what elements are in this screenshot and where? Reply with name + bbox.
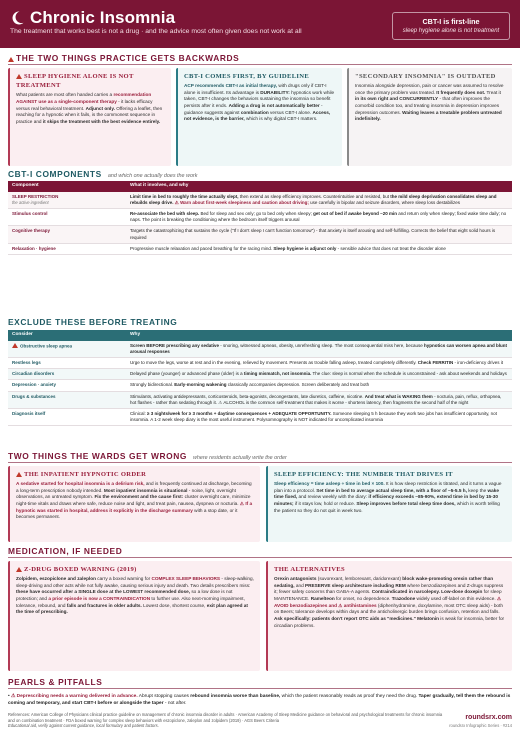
moon-icon xyxy=(9,10,25,26)
section-divider xyxy=(8,688,512,689)
brand-series: roundsrx Infographic Series · #214 xyxy=(449,722,512,728)
card-body: Sleep efficiency = time asleep ÷ time in bed × 100. It is how sleep restriction is titrated, and it turns a vague plan into a protocol. Set time in bed to average actual sleep time, with a floor of ~5-5.5 h, keep the wake time fixed, and review weekly with the diary: if efficiency exceeds ~85-90%, extend time in bed by 15-30 minutes; if it stays low, hold or reduce. Sleep improves before total sleep time does, which is worth telling the patient so they do not quit in week two. xyxy=(274,481,502,513)
header-banner xyxy=(0,0,520,48)
exclude-table xyxy=(8,330,512,426)
card-title: SLEEP EFFICIENCY: THE NUMBER THAT DRIVES IT xyxy=(274,471,453,478)
card-body: A sedative started for hospital insomnia is a delirium risk, and is frequently continued at discharge, becoming a long-term prescription nobody intended. Most inpatient insomnia is situational - noise, light, overnight observations, an untreated symptom. Fix the environment and the cause first: cluster overnight care, minimize night-time vitals and draws where safe, reduce noise and light, and treat pain, nausea, dyspnea or nocturia. ⚠ If a hypnotic was started in hospital, address it explicitly in the discharge summary with a stop date, or it becomes permanent. xyxy=(16,481,253,520)
page-subtitle: The treatment that works best is not a drug · and the advice most often given does not work at all xyxy=(10,28,302,35)
card-title: THE ALTERNATIVES xyxy=(274,566,345,573)
disclaimer-text: Educational aid, verify against current guidance, local formulary and patient factors. xyxy=(8,723,159,729)
pearl-item: • ⚠ Deprescribing needs a warning delivered in advance. Abrupt stopping causes rebound insomnia worse than baseline, which the patient reasonably reads as proof they need the drug. Taper gradually, tell them the rebound is coming and temporary, and start CBT-I before or alongside the taper - not after. xyxy=(8,694,511,706)
table-row: Drugs & substances Stimulants, activating antidepressants, corticosteroids, beta-agonists, decongestants, late diuretics, caffeine, nicotine. And treat what is WAKING them - nocturia, pain, reflux, orthopnea, hot flashes - rather than sedating through it. ⚠ ALCOHOL is the common self-treatment that makes it worse - shortens latency, then fragments the second half of the night xyxy=(8,391,512,408)
card-title: Z-DRUG BOXED WARNING (2019) xyxy=(16,565,254,574)
components-table xyxy=(8,181,512,255)
table-header-row: Consider Why xyxy=(8,330,512,341)
warning-icon xyxy=(16,74,22,79)
page-title: Chronic Insomnia xyxy=(30,8,176,27)
section-title-components: CBT-I COMPONENTS and which one actually does the work xyxy=(8,169,198,179)
references-text: References: American College of Physicians clinical practice guideline on management of chronic insomnia disorder in adults · American Academy of Sleep Medicine guidance on behavioral and psychological treatments for chronic insomnia and on combination treatment · FDA boxed warning for complex sleep behaviors with eszopiclone, zaleplon and zolpidem (2019) · AGS Beers Criteria xyxy=(8,712,443,723)
table-row: SLEEP RESTRICTION the active ingredient Limit time in bed to roughly the time actually slept, then extend as sleep efficiency improves. Counterintuitive and resisted, but the mild sleep deprivation consolidates sleep and rebuilds sleep drive. ⚠ Warn about first-week sleepiness and caution about driving; use carefully in bipolar and seizure disorders, where sleep loss destabilizes xyxy=(8,192,512,209)
table-row: Depression · anxiety Strongly bidirectional. Early-morning wakening classically accompanies depression. Screen deliberately and treat both xyxy=(8,380,512,391)
key-message-sub: sleep hygiene alone is not treatment xyxy=(402,27,500,34)
section-title-wards: TWO THINGS THE WARDS GET WRONG where residents actually write the order xyxy=(8,451,287,461)
card-body: Insomnia alongside depression, pain or cancer was assumed to resolve once the primary problem was treated. It frequently does not. Treat it in its own right and CONCURRENTLY - that often improves the comorbid condition too, and treating insomnia in depression improves depression outcomes. Waiting leaves a treatable problem untreated indefinitely. xyxy=(355,83,504,122)
card-title: "SECONDARY INSOMNIA" IS OUTDATED xyxy=(355,73,496,80)
brand-domain[interactable]: roundsrx.com xyxy=(465,714,512,721)
card-title: CBT-I COMES FIRST, BY GUIDELINE xyxy=(184,73,310,80)
section-divider xyxy=(8,462,512,463)
table-row: Circadian disorders Delayed phase (younger) or advanced phase (older) is a timing mismatch, not insomnia. The clue: sleep is normal when the schedule is unconstrained - ask about weekends and holidays xyxy=(8,369,512,380)
card-title: SLEEP HYGIENE ALONE IS NOT TREATMENT xyxy=(16,73,134,90)
key-message-title: CBT-I is first-line xyxy=(422,17,480,26)
card-cbti-first xyxy=(176,68,342,166)
card-zdrug-warning xyxy=(8,561,260,671)
table-row: Cognitive therapy Targets the catastrophizing that sustains the cycle ("If I don't sleep I can't function tomorrow") - that anxiety is itself arousing and self-fulfilling. Corrects the belief that eight solid hours is required xyxy=(8,226,512,243)
card-sleep-efficiency xyxy=(266,466,512,542)
card-secondary-insomnia xyxy=(347,68,512,166)
warning-icon xyxy=(16,472,22,477)
table-header-row: Component What it involves, and why xyxy=(8,181,512,192)
card-title: THE INPATIENT HYPNOTIC ORDER xyxy=(16,470,254,479)
brand-block xyxy=(449,713,512,728)
warning-icon xyxy=(12,343,18,348)
references xyxy=(8,712,448,729)
section-divider xyxy=(8,557,512,558)
table-row: Restless legs Urge to move the legs, worse at rest and in the evening, relieved by movement. Presents as trouble falling asleep, treated completely differently. Check FERRITIN - iron-deficiency drives it xyxy=(8,358,512,369)
key-message-box xyxy=(392,12,510,40)
section-title-backwards: THE TWO THINGS PRACTICE GETS BACKWARDS xyxy=(8,53,239,65)
warning-icon xyxy=(16,567,22,572)
card-body: Zolpidem, eszopiclone and zaleplon carry a boxed warning for COMPLEX SLEEP BEHAVIORS - sleep-walking, sleep-driving and other acts while not fully awake, causing serious injury and death. Two details prescribers miss: these have occurred after a SINGLE dose at the LOWEST recommended dose, so a low dose is not protection; and a prior episode is now a CONTRAINDICATION to further use. Also next-morning impairment, tolerance, rebound, and falls and fractures in older adults. Lowest dose, shortest course, exit plan agreed at the time of prescribing. xyxy=(16,576,254,615)
section-title-pearls: PEARLS & PITFALLS xyxy=(8,677,103,687)
card-inpatient-hypnotic xyxy=(8,466,260,542)
table-row: Diagnosis itself Clinical: ≥ 3 nights/week for ≥ 3 months + daytime consequences + ADEQUATE OPPORTUNITY. Someone sleeping 5 h because they work two jobs has insufficient opportunity, not insomnia. A 1-2 week sleep diary is the most useful instrument. Polysomnography is NOT indicated for uncomplicated insomnia xyxy=(8,409,512,426)
table-row: Obstructive sleep apnea Screen BEFORE prescribing any sedative - snoring, witnessed apneas, obesity, unrefreshing sleep. The most consequential miss here, because hypnotics can worsen apnea and blunt arousal responses xyxy=(8,341,512,358)
warning-icon xyxy=(8,57,14,62)
card-body: What patients are most often handed carries a recommendation AGAINST use as a single-component therapy - it lacks efficacy versus real behavioral treatment. Adjunct only. Offering a leaflet, then reaching for a hypnotic when it fails, is the commonest sequence in practice and it skips the treatment with the best evidence entirely. xyxy=(16,92,163,124)
section-title-medication: MEDICATION, IF NEEDED xyxy=(8,546,123,556)
card-body: Orexin antagonists (suvorexant, lemborexant, daridorexant) block wake-promoting orexin rather than sedating, and PRESERVE sleep architecture including REM where benzodiazepines and Z-drugs suppress it; fewer safety concerns than GABA-A agents. Contraindicated in narcolepsy. Low-dose doxepin for sleep MAINTENANCE. Ramelteon for onset, no dependence. Trazodone widely used off-label on thin evidence. ⚠ AVOID benzodiazepines and ⚠ antihistamines (diphenhydramine, doxylamine, most OTC sleep aids) - both on Beers; tolerance develops within days and the anticholinergic burden brings confusion, retention and falls. Ask specifically: patients don't report OTC aids as "medicines." Melatonin is weak for insomnia, better for circadian problems. xyxy=(274,576,505,628)
card-body: ACP recommends CBT-I as initial therapy, with drugs only if CBT-I alone is insufficient. Its advantage is DURABILITY: hypnotics work while taken, CBT-I changes the behaviors sustaining the insomnia so benefit persists after it ends. Adding a drug is not automatically better - guidance suggests against combination versus CBT-I alone. Access, not evidence, is the barrier, which is why digital CBT-I matters. xyxy=(184,83,335,122)
table-row: Stimulus control Re-associate the bed with sleep. Bed for sleep and sex only; go to bed only when sleepy; get out of bed if awake beyond ~20 min and return only when sleepy; fixed wake time daily; no naps. The point is breaking the conditioning where the bedroom itself triggers arousal xyxy=(8,209,512,226)
section-divider xyxy=(8,64,512,65)
card-alternatives xyxy=(266,561,512,671)
section-title-exclude: EXCLUDE THESE BEFORE TREATING xyxy=(8,317,178,327)
table-row: Relaxation · hygiene Progressive muscle relaxation and paced breathing for the racing mind. Sleep hygiene is adjunct only - sensible advice that does not treat the disorder alone xyxy=(8,243,512,254)
card-sleep-hygiene xyxy=(8,68,171,166)
